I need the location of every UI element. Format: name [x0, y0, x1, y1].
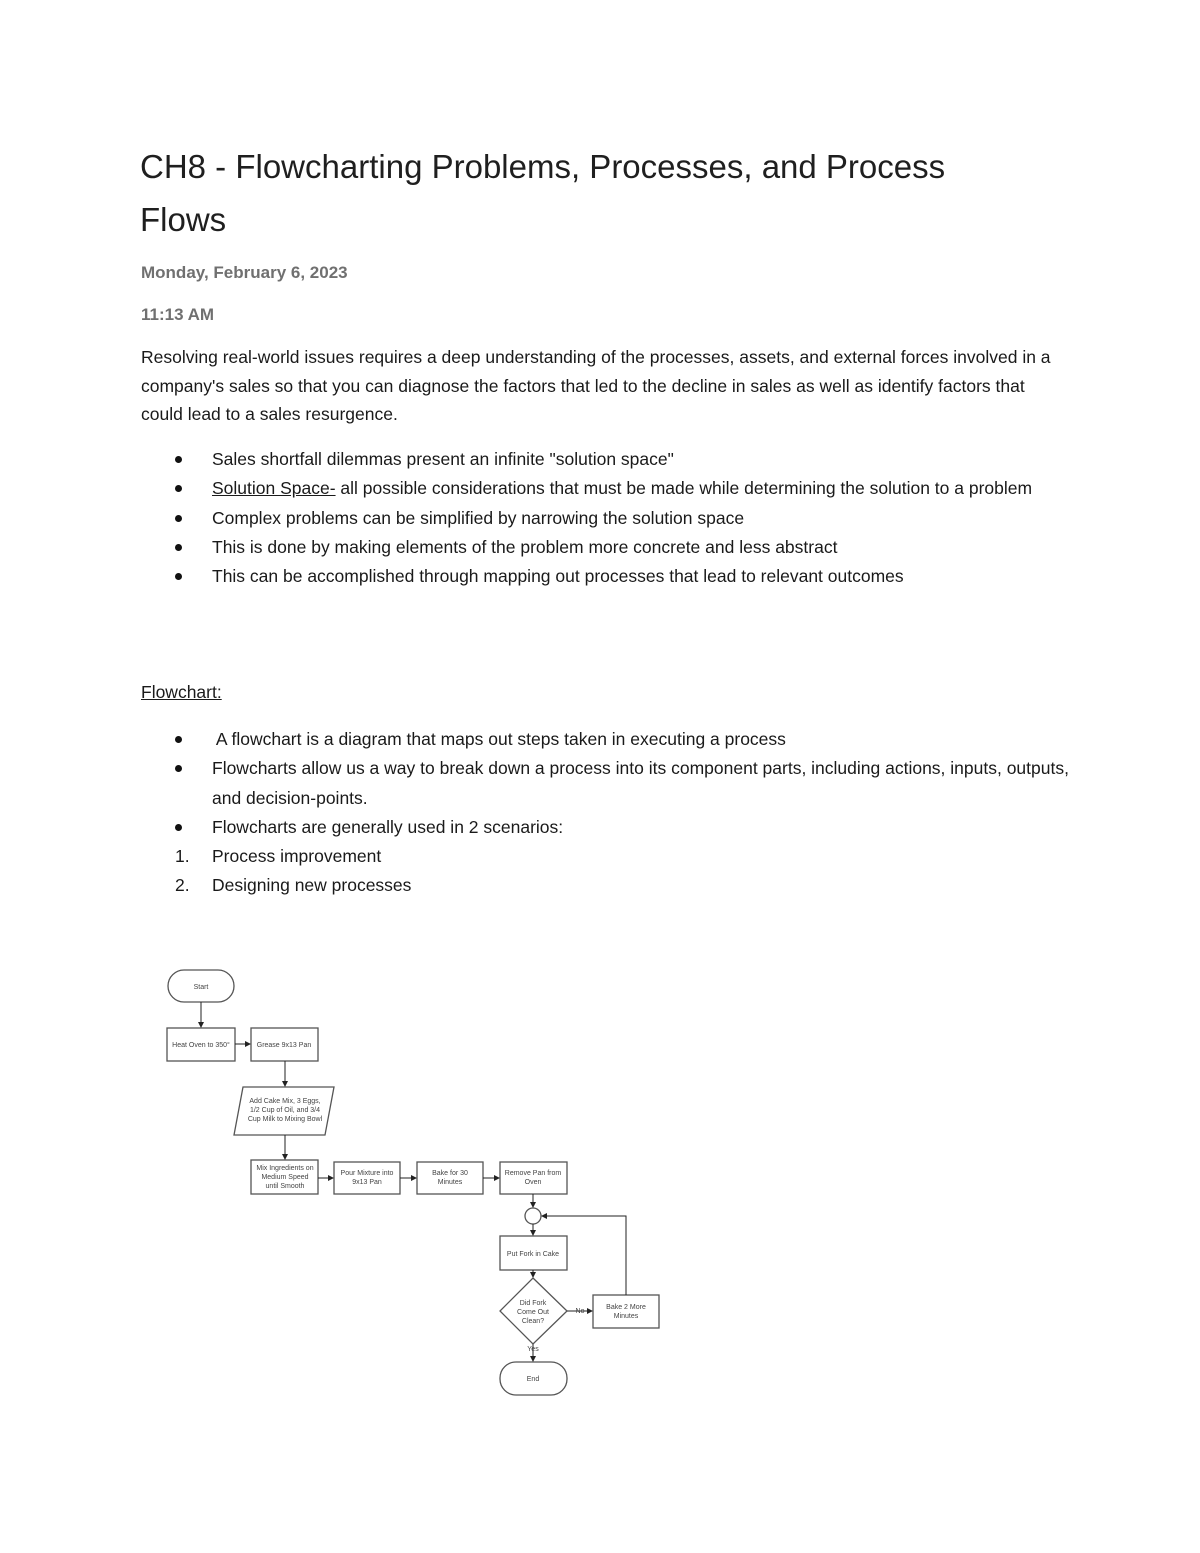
list-item: 1. Process improvement: [175, 846, 382, 866]
date-stamp: Monday, February 6, 2023: [141, 263, 348, 282]
add-mix-label: Add Cake Mix, 3 Eggs,: [249, 1098, 321, 1105]
bake2-label: Minutes: [613, 1313, 639, 1320]
grease-pan-label: Grease 9x13 Pan: [256, 1042, 312, 1049]
flowchart-heading: Flowchart:: [141, 682, 222, 702]
no-label: No: [575, 1308, 585, 1315]
bake-2-box: [593, 1295, 659, 1328]
page-title: CH8 - Flowcharting Problems, Processes, and Process Flows: [140, 148, 946, 238]
term-solution-space: Solution Space-: [212, 478, 336, 499]
decision-label: Clean?: [521, 1318, 545, 1325]
end-label: End: [526, 1376, 540, 1383]
heat-oven-label: Heat Oven to 350°: [172, 1042, 230, 1049]
fork-label: Put Fork in Cake: [506, 1251, 560, 1258]
add-mix-label: Cup Milk to Mixing Bowl: [247, 1116, 323, 1123]
time-stamp: 11:13 AM: [141, 305, 215, 324]
mix-label: Medium Speed: [261, 1174, 309, 1181]
connector-circle: [525, 1208, 541, 1224]
pour-label: 9x13 Pan: [352, 1179, 382, 1186]
pour-label: Pour Mixture into: [340, 1170, 394, 1177]
list-item: 2. Designing new processes: [175, 875, 412, 896]
bake-30-box: [417, 1162, 483, 1194]
mix-label: Mix Ingredients on: [256, 1165, 314, 1172]
list-item: This is done by making elements of the problem more concrete and less abstract: [141, 533, 1071, 562]
list-item: This can be accomplished through mapping out processes that lead to relevant outcomes: [141, 562, 1071, 591]
mix-label: until Smooth: [265, 1183, 305, 1190]
list-item: Complex problems can be simplified by narrowing the solution space: [141, 504, 1071, 533]
list-item: Flowcharts are generally used in 2 scenarios:: [141, 813, 1071, 842]
bake2-label: Bake 2 More: [606, 1304, 646, 1311]
remove-label: Remove Pan from: [504, 1170, 562, 1177]
decision-label: Come Out: [517, 1309, 549, 1316]
list-item: Sales shortfall dilemmas present an infinite "solution space": [141, 445, 1071, 474]
pour-mixture-box: [334, 1162, 400, 1194]
yes-label: Yes: [527, 1346, 539, 1353]
decision-label: Did Fork: [519, 1300, 547, 1307]
intro-paragraph: Resolving real-world issues requires a deep understanding of the processes, assets, and external forces involved in a company's sales so that you can diagnose the factors that led to the decline in sales as well as identify factors that could lead to a sales resurgence.: [141, 347, 1051, 424]
remove-label: Oven: [524, 1179, 542, 1186]
add-mix-label: 1/2 Cup of Oil, and 3/4: [249, 1107, 321, 1114]
bake30-label: Minutes: [437, 1179, 463, 1186]
bake30-label: Bake for 30: [432, 1170, 468, 1177]
list-item: A flowchart is a diagram that maps out steps taken in executing a process: [141, 725, 1071, 754]
list-item: Flowcharts allow us a way to break down a process into its component parts, including actions, inputs, outputs, and decision-points.: [141, 754, 1071, 813]
start-label: Start: [193, 984, 209, 991]
list-item: Solution Space- all possible considerations that must be made while determining the solution to a problem: [141, 474, 1071, 503]
remove-pan-box: [500, 1162, 567, 1194]
